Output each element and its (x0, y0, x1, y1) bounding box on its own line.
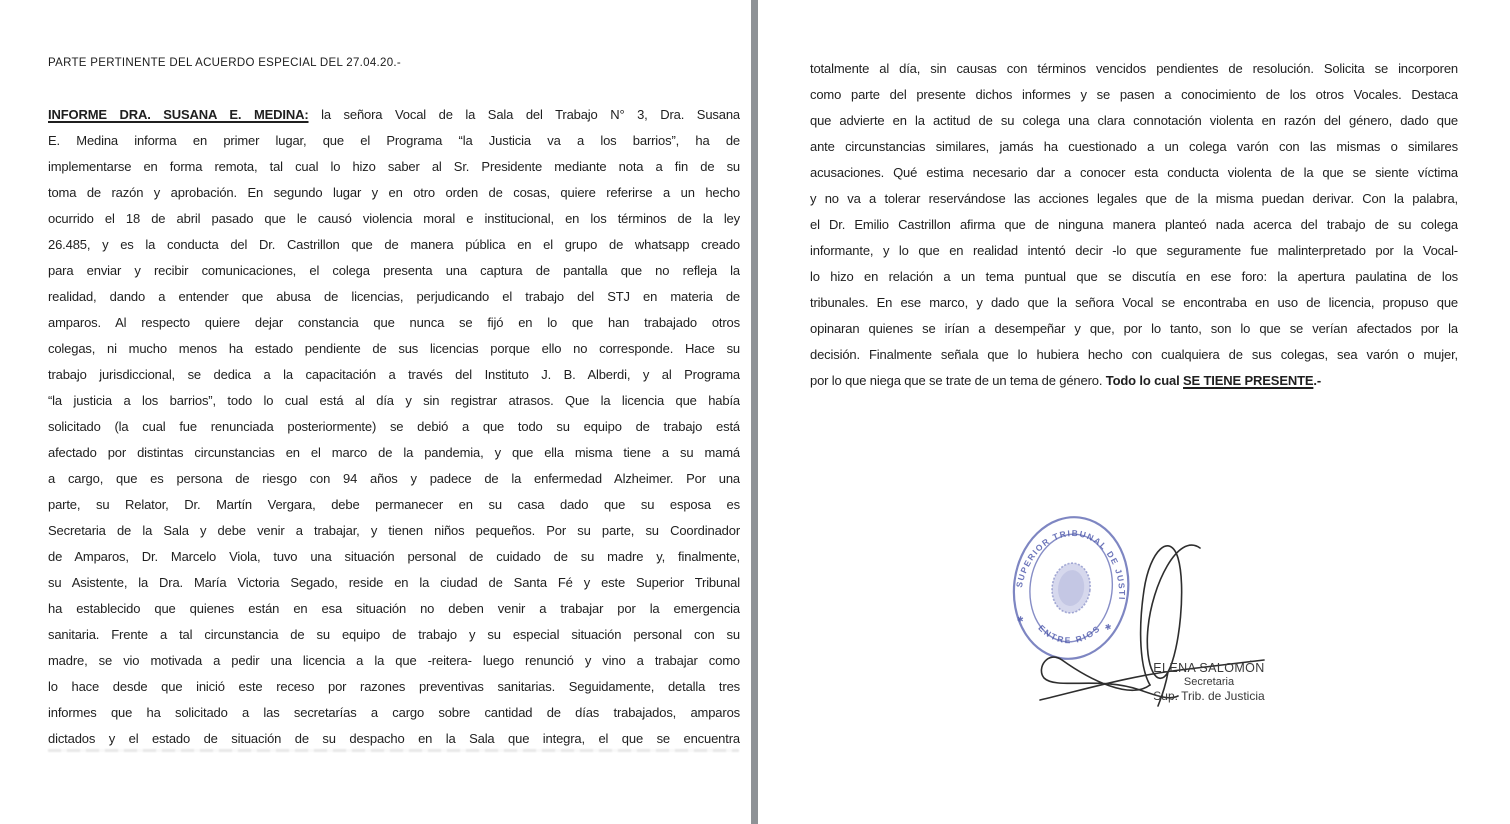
stamp-ring-top-text: SUPERIOR TRIBUNAL DE JUSTICIA (1013, 497, 1128, 601)
document-header: PARTE PERTINENTE DEL ACUERDO ESPECIAL DEL 27.04.20.- (48, 57, 402, 69)
text-line: 26.485, y es la conducta del Dr. Castrillon que de manera pública en el grupo de whatsapp creado (48, 237, 740, 252)
text-line: realidad, dando a entender que abusa de licencias, perjudicando el trabajo del STJ en materia de (48, 289, 740, 304)
text-line: implementarse en forma remota, tal cual lo hizo saber al Sr. Presidente mediante nota a fin de su (48, 159, 740, 174)
text-line: sanitaria. Frente a tal circunstancia de su equipo de trabajo y su especial situación personal con su (48, 627, 740, 642)
seal-area (998, 497, 1298, 723)
left-page-body (48, 102, 740, 752)
text-line: informes que ha solicitado a las secretarías a cargo sobre cantidad de días trabajados, amparos (48, 705, 740, 720)
text-line: toma de razón y aprobación. En segundo lugar y en otro orden de cosas, quiere referirse a un hecho (48, 185, 740, 200)
text-line: opinaran quienes se irían a desempeñar y que, por lo tanto, son lo que se verían afectados por la (810, 321, 1458, 336)
text-line: su Asistente, la Dra. María Victoria Segado, reside en la ciudad de Santa Fé y este Superior Tribunal (48, 575, 740, 590)
text-line: INFORME DRA. SUSANA E. MEDINA: la señora Vocal de la Sala del Trabajo N° 3, Dra. Susana (48, 107, 740, 122)
text-line: trabajo jurisdiccional, se dedica a la capacitación a través del Instituto J. B. Alberdi, y al Programa (48, 367, 740, 382)
text-line: parte, su Relator, Dr. Martín Vergara, debe permanecer en su casa dado que su esposa es (48, 497, 740, 512)
text-line: amparos. Al respecto quiere dejar constancia que nunca se fijó en lo que han trabajado otros (48, 315, 740, 330)
text-line: dictados y el estado de situación de su despacho en la Sala que integra, el que se encuentra (48, 731, 740, 746)
signer-title: Secretaria (1183, 676, 1235, 688)
left-page (0, 0, 751, 824)
text-line: que advierte en la actitud de su colega una clara connotación violenta en razón del género, dado que (810, 113, 1458, 128)
text-line: a cargo, que es persona de riesgo con 94 años y padece de la enfermedad Alzheimer. Por una (48, 471, 740, 486)
text-line: ocurrido el 18 de abril pasado que le causó violencia moral e institucional, en los términos de la ley (48, 211, 740, 226)
text-line: por lo que niega que se trate de un tema de género. Todo lo cual SE TIENE PRESENTE.- (810, 373, 1322, 388)
text-line: de Amparos, Dr. Marcelo Viola, tuvo una situación personal de cuidado de su madre y, finalmente, (48, 549, 740, 564)
stamp-ring-bottom-text: ENTRE RIOS (1036, 622, 1103, 646)
page-divider (751, 0, 758, 824)
star-icon: ✱ (1104, 622, 1112, 633)
text-line: ha establecido que quienes están en esa situación no deben venir a trabajar por la emergencia (48, 601, 740, 616)
text-line: como parte del presente dichos informes y se pasen a conocimiento de los otros Vocales. Destaca (810, 87, 1458, 102)
text-line: el Dr. Emilio Castrillon afirma que de ninguna manera planteó nada acerca del trabajo de su colega (810, 217, 1458, 232)
text-line: informante, y lo que en realidad intentó decir -lo que seguramente fue malinterpretado por la Vocal- (810, 243, 1458, 258)
signature-block (1146, 661, 1272, 703)
text-line: Secretaria de la Sala y debe venir a trabajar, y tienen niños pequeños. Por su parte, su Coordinador (48, 523, 740, 538)
text-line: lo hizo en relación a un tema puntual que se discutía en ese foro: la apertura paulatina de los (810, 269, 1458, 284)
star-icon: ✱ (1016, 614, 1025, 625)
text-line: colegas, ni mucho menos ha estado pendiente de sus licencias porque ello no corresponde. Hace su (48, 341, 740, 356)
text-line: afectado por distintas circunstancias en el marco de la pandemia, y que ella misma tiene a su mamá (48, 445, 740, 460)
text-line: lo hace desde que inició este receso por razones preventivas sanitarias. Seguidamente, detalla tres (48, 679, 740, 694)
text-line: y no va a tolerar reservándose las acciones legales que de la misma puedan derivar. Con la palabra, (810, 191, 1458, 206)
right-page-body (810, 56, 1458, 394)
signer-org: Sup. Trib. de Justicia (1153, 689, 1265, 703)
cutoff-line-artifact (48, 749, 739, 752)
text-line: decisión. Finalmente señala que lo hubiera hecho con cualquiera de sus colegas, sea varón o mujer, (810, 347, 1458, 362)
right-page (758, 0, 1510, 824)
text-line: tribunales. En ese marco, y dado que la señora Vocal se encontraba en uso de licencia, propuso que (810, 295, 1458, 310)
text-line: “la justicia a los barrios”, todo lo cual está al día y sin registrar atrasos. Que la licencia que había (48, 393, 740, 408)
text-line: para enviar y recibir comunicaciones, el colega presenta una captura de pantalla que no refleja la (48, 263, 740, 278)
text-line: madre, se vio motivada a pedir una licencia a la que -reitera- luego renunció y vino a trabajar como (48, 653, 740, 668)
text-line: E. Medina informa en primer lugar, que el Programa “la Justicia va a los barrios”, ha de (48, 133, 740, 148)
text-line: totalmente al día, sin causas con términos vencidos pendientes de resolución. Solicita se incorporen (810, 61, 1458, 76)
signer-name: ELENA SALOMÓN (1153, 661, 1265, 675)
text-line: acusaciones. Qué estima necesario dar a conocer esta conducta violenta de la que se siente víctima (810, 165, 1458, 180)
text-line: solicitado (la cual fue renunciada posteriormente) se debió a que todo su equipo de trabajo está (48, 419, 740, 434)
text-line: ante circunstancias similares, jamás ha cuestionado a un colega varón con las mismas o similares (810, 139, 1458, 154)
